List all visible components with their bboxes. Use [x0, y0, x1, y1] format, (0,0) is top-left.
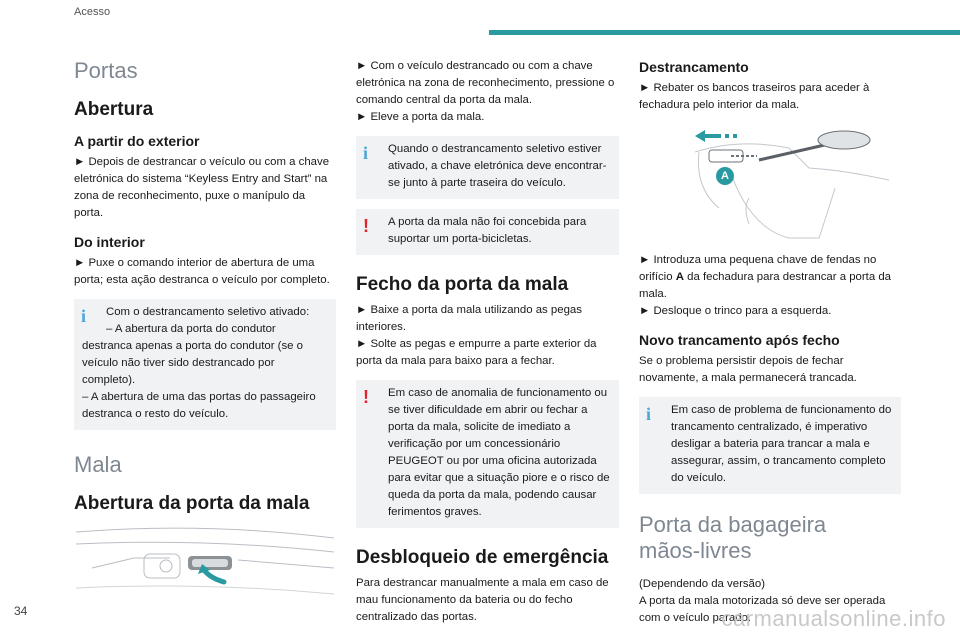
- warning-icon: !: [363, 216, 369, 236]
- info-icon: i: [646, 404, 652, 424]
- header-accent-bar: [489, 30, 960, 35]
- heading-exterior: A partir do exterior: [74, 133, 200, 149]
- warning-icon: !: [363, 387, 369, 407]
- watermark: carmanualsonline.info: [721, 606, 946, 631]
- header-section: Acesso: [74, 6, 111, 18]
- text-pre: ► Introduza uma pequena chave de fendas no orifício: [639, 254, 877, 283]
- text-manual-unlock: Para destrancar manualmente a mala em caso de mau funcionamento da bateria ou do fecho centralizado das portas.: [356, 577, 609, 623]
- page-number: 34: [14, 604, 28, 618]
- text-exterior: ► Depois de destrancar o veículo ou com a chave eletrónica do sistema “Keyless Entry and Start” na zona de reconhecimento, puxe o manípulo da porta.: [74, 156, 330, 219]
- text-insert-screwdriver: [639, 252, 901, 303]
- note-line-1: Com o destrancamento seletivo ativado:: [106, 306, 310, 318]
- column-2: [356, 58, 619, 626]
- heading-porta-bagageira: Porta da bagageira mãos-livres: [639, 512, 827, 563]
- info-note-selective: [74, 299, 336, 430]
- text-push-close: ► Solte as pegas e empurre a parte exterior da porta da mala para baixo para a fechar.: [356, 338, 597, 367]
- column-3: [639, 58, 901, 627]
- info-note-battery: [639, 397, 901, 494]
- warning-note-malfunction: [356, 380, 619, 528]
- text-motorized: A porta da mala motorizada só deve ser operada com o veículo parado.: [639, 595, 886, 624]
- text-bold-a: A: [675, 271, 684, 283]
- text-raise-tailgate: ► Eleve a porta da mala.: [356, 111, 485, 123]
- heading-destrancamento: Destrancamento: [639, 59, 749, 75]
- column-1: [74, 54, 336, 608]
- heading-fecho: Fecho da porta da mala: [356, 274, 569, 295]
- text-version: (Dependendo da versão): [639, 578, 766, 590]
- info-note-key: [356, 136, 619, 199]
- note-line-3: – A abertura de uma das portas do passageiro destranca o resto do veículo.: [82, 391, 316, 420]
- text-post: da fechadura para destrancar a porta da mala.: [639, 271, 892, 300]
- warning-note-bikes: [356, 209, 619, 255]
- text-remains-locked: Se o problema persistir depois de fechar novamente, a mala permanecerá trancada.: [639, 355, 857, 384]
- note-text: A porta da mala não foi concebida para suportar um porta-bicicletas.: [388, 216, 587, 245]
- tailgate-handle-illustration: [74, 524, 336, 608]
- info-icon: i: [363, 143, 369, 163]
- text-fold-seats: ► Rebater os bancos traseiros para aceder à fechadura pelo interior da mala.: [639, 82, 870, 111]
- text-move-latch: ► Desloque o trinco para a esquerda.: [639, 305, 832, 317]
- heading-portas: Portas: [74, 58, 138, 83]
- heading-abertura: Abertura: [74, 99, 154, 120]
- heading-novo-trancamento: Novo trancamento após fecho: [639, 332, 840, 348]
- note-text: Quando o destrancamento seletivo estiver ativado, a chave eletrónica deve encontrar-se junto à parte traseira do veículo.: [388, 143, 607, 189]
- text-lower-tailgate: ► Baixe a porta da mala utilizando as pegas interiores.: [356, 304, 582, 333]
- note-text: Em caso de problema de funcionamento do trancamento centralizado, é imperativo desligar a bateria para trancar a mala e assegurar, assim, o trancamento completo do veículo.: [671, 404, 892, 484]
- note-text: Em caso de anomalia de funcionamento ou se tiver dificuldade em abrir ou fechar a porta da mala, solicite de imediato a verificação por um concessionário PEUGEOT ou por uma oficina autorizada para evitar que a situação piore e o risco de queda da porta da mala, podendo causar ferimentos graves.: [388, 387, 610, 518]
- lock-illustration: [639, 128, 901, 244]
- heading-interior: Do interior: [74, 234, 145, 250]
- note-line-2: – A abertura da porta do condutor destranca apenas a porta do condutor (se o veículo não tiver sido destrancado por completo).: [82, 323, 303, 386]
- heading-desbloqueio: Desbloqueio de emergência: [356, 547, 609, 568]
- text-unlock-press: ► Com o veículo destrancado ou com a chave eletrónica na zona de reconhecimento, pressione o comando central da porta da mala.: [356, 60, 615, 106]
- text-interior: ► Puxe o comando interior de abertura de uma porta; esta ação destranca o veículo por completo.: [74, 257, 330, 286]
- heading-abertura-mala: Abertura da porta da mala: [74, 493, 310, 514]
- figure-label-a: A: [721, 170, 729, 182]
- info-icon: i: [81, 306, 87, 326]
- heading-mala: Mala: [74, 452, 122, 477]
